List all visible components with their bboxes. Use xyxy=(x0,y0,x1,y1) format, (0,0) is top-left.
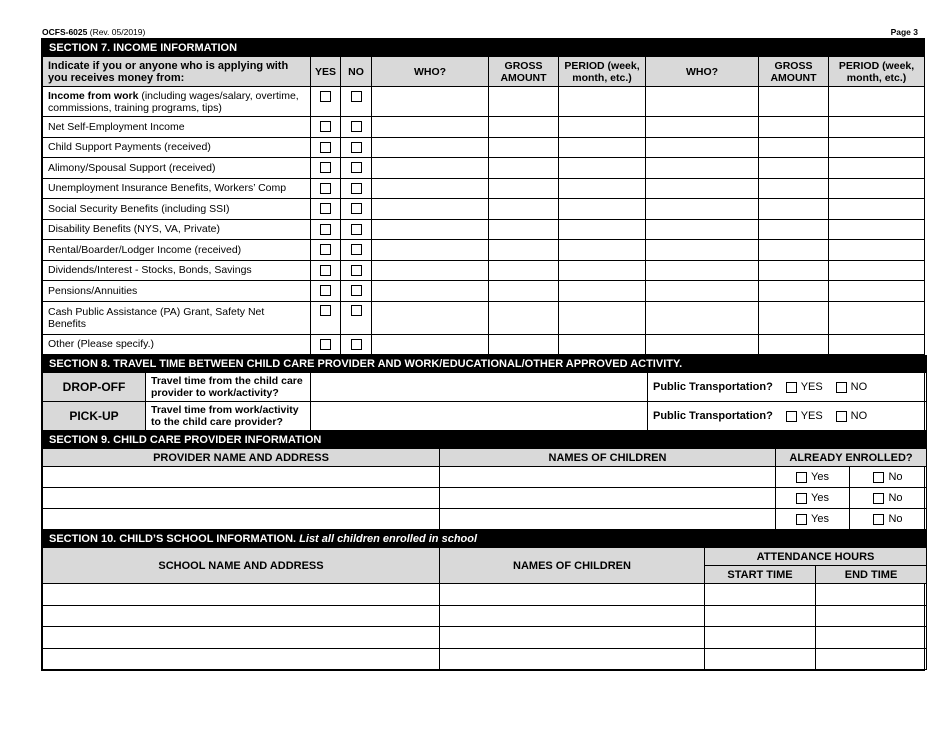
who-field-2[interactable] xyxy=(646,137,759,158)
school-name-field[interactable] xyxy=(43,627,440,649)
dropoff-label: DROP-OFF xyxy=(43,373,146,402)
dropoff-public-transport xyxy=(648,373,927,402)
period-field[interactable] xyxy=(559,219,646,240)
start-time-field[interactable] xyxy=(705,648,816,670)
income-label: Disability Benefits (NYS, VA, Private) xyxy=(43,219,311,240)
school-name-field[interactable] xyxy=(43,584,440,606)
gross-amount-field[interactable] xyxy=(489,117,559,138)
income-label: Unemployment Insurance Benefits, Workers’ Comp xyxy=(43,178,311,199)
yes-checkbox[interactable] xyxy=(320,121,331,132)
yes-label: Yes xyxy=(811,492,829,504)
enrolled-yes-checkbox[interactable] xyxy=(796,493,807,504)
gross-amount-field[interactable] xyxy=(489,178,559,199)
who-field-2[interactable] xyxy=(646,281,759,302)
income-label-bold: Income from work xyxy=(48,89,139,102)
who-field[interactable] xyxy=(372,87,489,117)
yes-checkbox[interactable] xyxy=(320,224,331,235)
period-field[interactable] xyxy=(559,178,646,199)
gross-amount-field-2[interactable] xyxy=(759,178,829,199)
col-end-time: END TIME xyxy=(816,566,927,584)
income-row xyxy=(43,301,925,334)
no-checkbox[interactable] xyxy=(351,183,362,194)
yes-label: Yes xyxy=(811,513,829,525)
pickup-time-field[interactable] xyxy=(311,402,648,431)
income-row xyxy=(43,281,925,302)
school-children-field[interactable] xyxy=(440,627,705,649)
provider-row xyxy=(43,488,927,509)
col-gross-amount: GROSS AMOUNT xyxy=(489,57,559,87)
period-field-2[interactable] xyxy=(829,137,925,158)
income-row xyxy=(43,158,925,179)
income-label-rest: (including wages/salary, overtime, commissions, training programs, tips) xyxy=(48,89,299,114)
yes-checkbox[interactable] xyxy=(320,339,331,350)
who-field[interactable] xyxy=(372,240,489,261)
page-number: Page 3 xyxy=(890,27,918,37)
income-label: Pensions/Annuities xyxy=(43,281,311,302)
gross-amount-field[interactable] xyxy=(489,137,559,158)
start-time-field[interactable] xyxy=(705,605,816,627)
yes-checkbox[interactable] xyxy=(320,183,331,194)
who-field-2[interactable] xyxy=(646,117,759,138)
who-field-2[interactable] xyxy=(646,199,759,220)
children-names-field[interactable] xyxy=(440,488,776,509)
col-children: NAMES OF CHILDREN xyxy=(440,449,776,467)
period-field[interactable] xyxy=(559,158,646,179)
no-checkbox[interactable] xyxy=(351,224,362,235)
public-transport-label: Public Transportation? xyxy=(653,381,773,393)
col-already-enrolled: ALREADY ENROLLED? xyxy=(776,449,927,467)
col-school: SCHOOL NAME AND ADDRESS xyxy=(43,548,440,584)
col-who: WHO? xyxy=(372,57,489,87)
yes-checkbox[interactable] xyxy=(320,203,331,214)
yes-checkbox[interactable] xyxy=(320,265,331,276)
income-row xyxy=(43,178,925,199)
income-row xyxy=(43,334,925,355)
end-time-field[interactable] xyxy=(816,605,927,627)
period-field-2[interactable] xyxy=(829,281,925,302)
gross-amount-field-2[interactable] xyxy=(759,219,829,240)
col-period: PERIOD (week, month, etc.) xyxy=(559,57,646,87)
start-time-field[interactable] xyxy=(705,627,816,649)
income-row xyxy=(43,260,925,281)
school-row xyxy=(43,584,927,606)
gross-amount-field-2[interactable] xyxy=(759,87,829,117)
form-id: OCFS-6025 xyxy=(42,27,88,37)
gross-amount-field-2[interactable] xyxy=(759,240,829,261)
dropoff-description: Travel time from the child care provider to work/activity? xyxy=(146,373,311,402)
yes-label: YES xyxy=(800,410,823,422)
who-field-2[interactable] xyxy=(646,301,759,334)
col-children: NAMES OF CHILDREN xyxy=(440,548,705,584)
income-label: Dividends/Interest - Stocks, Bonds, Savings xyxy=(43,260,311,281)
provider-row xyxy=(43,509,927,530)
section9-title: SECTION 9. CHILD CARE PROVIDER INFORMATION xyxy=(43,432,927,449)
who-field-2[interactable] xyxy=(646,260,759,281)
gross-amount-field-2[interactable] xyxy=(759,260,829,281)
who-field[interactable] xyxy=(372,137,489,158)
col-start-time: START TIME xyxy=(705,566,816,584)
period-field[interactable] xyxy=(559,199,646,220)
col-who-2: WHO? xyxy=(646,57,759,87)
gross-amount-field-2[interactable] xyxy=(759,137,829,158)
who-field[interactable] xyxy=(372,158,489,179)
dropoff-time-field[interactable] xyxy=(311,373,648,402)
no-checkbox[interactable] xyxy=(351,285,362,296)
gross-amount-field[interactable] xyxy=(489,301,559,334)
who-field[interactable] xyxy=(372,219,489,240)
gross-amount-field[interactable] xyxy=(489,240,559,261)
income-row xyxy=(43,87,925,117)
period-field[interactable] xyxy=(559,334,646,355)
pickup-public-transport xyxy=(648,402,927,431)
section10-title xyxy=(43,531,927,548)
gross-amount-field[interactable] xyxy=(489,199,559,220)
no-label: No xyxy=(888,471,903,483)
period-field-2[interactable] xyxy=(829,334,925,355)
who-field-2[interactable] xyxy=(646,334,759,355)
who-field-2[interactable] xyxy=(646,219,759,240)
gross-amount-field[interactable] xyxy=(489,87,559,117)
enrolled-yes-checkbox[interactable] xyxy=(796,472,807,483)
no-checkbox[interactable] xyxy=(351,305,362,316)
provider-table xyxy=(42,431,927,530)
section10-title-italic: List all children enrolled in school xyxy=(296,533,478,545)
dropoff-no-checkbox[interactable] xyxy=(836,382,847,393)
who-field-2[interactable] xyxy=(646,87,759,117)
section7-title: SECTION 7. INCOME INFORMATION xyxy=(43,40,925,57)
gross-amount-field[interactable] xyxy=(489,334,559,355)
gross-amount-field-2[interactable] xyxy=(759,199,829,220)
yes-checkbox[interactable] xyxy=(320,285,331,296)
who-field[interactable] xyxy=(372,334,489,355)
public-transport-label: Public Transportation? xyxy=(653,410,773,422)
no-checkbox[interactable] xyxy=(351,121,362,132)
provider-name-field[interactable] xyxy=(43,509,440,530)
section8-title: SECTION 8. TRAVEL TIME BETWEEN CHILD CARE PROVIDER AND WORK/EDUCATIONAL/OTHER APPROVED ACTIVITY. xyxy=(43,356,927,373)
no-checkbox[interactable] xyxy=(351,142,362,153)
col-no: NO xyxy=(341,57,372,87)
school-name-field[interactable] xyxy=(43,605,440,627)
start-time-field[interactable] xyxy=(705,584,816,606)
period-field[interactable] xyxy=(559,87,646,117)
gross-amount-field[interactable] xyxy=(489,219,559,240)
yes-checkbox[interactable] xyxy=(320,91,331,102)
period-field-2[interactable] xyxy=(829,219,925,240)
gross-amount-field[interactable] xyxy=(489,281,559,302)
no-label: NO xyxy=(850,381,868,393)
income-label: Cash Public Assistance (PA) Grant, Safety Net Benefits xyxy=(43,301,311,334)
form-revision: (Rev. 05/2019) xyxy=(89,27,146,37)
period-field[interactable] xyxy=(559,260,646,281)
who-field[interactable] xyxy=(372,281,489,302)
period-field[interactable] xyxy=(559,240,646,261)
dropoff-yes-checkbox[interactable] xyxy=(786,382,797,393)
no-label: No xyxy=(888,513,903,525)
period-field[interactable] xyxy=(559,117,646,138)
period-field-2[interactable] xyxy=(829,178,925,199)
who-field[interactable] xyxy=(372,199,489,220)
yes-label: Yes xyxy=(811,471,829,483)
school-table xyxy=(42,530,927,670)
income-label: Child Support Payments (received) xyxy=(43,137,311,158)
provider-row xyxy=(43,467,927,488)
gross-amount-field-2[interactable] xyxy=(759,117,829,138)
col-attendance-hours: ATTENDANCE HOURS xyxy=(705,548,927,566)
school-children-field[interactable] xyxy=(440,648,705,670)
travel-table xyxy=(42,355,927,431)
period-field-2[interactable] xyxy=(829,199,925,220)
period-field-2[interactable] xyxy=(829,240,925,261)
enrolled-no-checkbox[interactable] xyxy=(873,493,884,504)
school-row xyxy=(43,648,927,670)
no-checkbox[interactable] xyxy=(351,203,362,214)
no-checkbox[interactable] xyxy=(351,244,362,255)
pickup-no-checkbox[interactable] xyxy=(836,411,847,422)
period-field[interactable] xyxy=(559,301,646,334)
who-field-2[interactable] xyxy=(646,178,759,199)
period-field[interactable] xyxy=(559,137,646,158)
no-checkbox[interactable] xyxy=(351,339,362,350)
no-checkbox[interactable] xyxy=(351,265,362,276)
income-label: Social Security Benefits (including SSI) xyxy=(43,199,311,220)
gross-amount-field-2[interactable] xyxy=(759,281,829,302)
col-gross-amount-2: GROSS AMOUNT xyxy=(759,57,829,87)
enrolled-yes-checkbox[interactable] xyxy=(796,514,807,525)
who-field-2[interactable] xyxy=(646,240,759,261)
end-time-field[interactable] xyxy=(816,648,927,670)
children-names-field[interactable] xyxy=(440,467,776,488)
enrolled-no-checkbox[interactable] xyxy=(873,514,884,525)
who-field[interactable] xyxy=(372,178,489,199)
children-names-field[interactable] xyxy=(440,509,776,530)
period-field-2[interactable] xyxy=(829,260,925,281)
period-field-2[interactable] xyxy=(829,301,925,334)
who-field[interactable] xyxy=(372,117,489,138)
yes-checkbox[interactable] xyxy=(320,244,331,255)
income-label: Other (Please specify.) xyxy=(43,334,311,355)
no-label: No xyxy=(888,492,903,504)
income-row xyxy=(43,117,925,138)
provider-name-field[interactable] xyxy=(43,467,440,488)
gross-amount-field[interactable] xyxy=(489,260,559,281)
income-row xyxy=(43,199,925,220)
school-row xyxy=(43,605,927,627)
end-time-field[interactable] xyxy=(816,584,927,606)
page-header xyxy=(42,27,926,38)
yes-label: YES xyxy=(800,381,823,393)
income-label xyxy=(43,87,311,117)
income-label: Net Self-Employment Income xyxy=(43,117,311,138)
who-field-2[interactable] xyxy=(646,158,759,179)
school-row xyxy=(43,627,927,649)
who-field[interactable] xyxy=(372,260,489,281)
end-time-field[interactable] xyxy=(816,627,927,649)
gross-amount-field[interactable] xyxy=(489,158,559,179)
col-period-2: PERIOD (week, month, etc.) xyxy=(829,57,925,87)
gross-amount-field-2[interactable] xyxy=(759,158,829,179)
section10-title-bold: SECTION 10. CHILD’S SCHOOL INFORMATION. xyxy=(49,533,297,545)
form-body xyxy=(41,38,925,671)
yes-checkbox[interactable] xyxy=(320,142,331,153)
income-intro: Indicate if you or anyone who is applying with you receives money from: xyxy=(43,57,311,87)
pickup-yes-checkbox[interactable] xyxy=(786,411,797,422)
income-row xyxy=(43,137,925,158)
income-row xyxy=(43,219,925,240)
income-table xyxy=(42,39,925,355)
col-yes: YES xyxy=(311,57,341,87)
period-field-2[interactable] xyxy=(829,158,925,179)
pickup-label: PICK-UP xyxy=(43,402,146,431)
period-field-2[interactable] xyxy=(829,87,925,117)
who-field[interactable] xyxy=(372,301,489,334)
gross-amount-field-2[interactable] xyxy=(759,334,829,355)
provider-name-field[interactable] xyxy=(43,488,440,509)
no-label: NO xyxy=(850,410,868,422)
income-label: Alimony/Spousal Support (received) xyxy=(43,158,311,179)
period-field-2[interactable] xyxy=(829,117,925,138)
period-field[interactable] xyxy=(559,281,646,302)
pickup-description: Travel time from work/activity to the child care provider? xyxy=(146,402,311,431)
enrolled-no-checkbox[interactable] xyxy=(873,472,884,483)
school-name-field[interactable] xyxy=(43,648,440,670)
income-label: Rental/Boarder/Lodger Income (received) xyxy=(43,240,311,261)
col-provider: PROVIDER NAME AND ADDRESS xyxy=(43,449,440,467)
no-checkbox[interactable] xyxy=(351,91,362,102)
income-row xyxy=(43,240,925,261)
no-checkbox[interactable] xyxy=(351,162,362,173)
gross-amount-field-2[interactable] xyxy=(759,301,829,334)
yes-checkbox[interactable] xyxy=(320,305,331,316)
school-children-field[interactable] xyxy=(440,605,705,627)
yes-checkbox[interactable] xyxy=(320,162,331,173)
school-children-field[interactable] xyxy=(440,584,705,606)
